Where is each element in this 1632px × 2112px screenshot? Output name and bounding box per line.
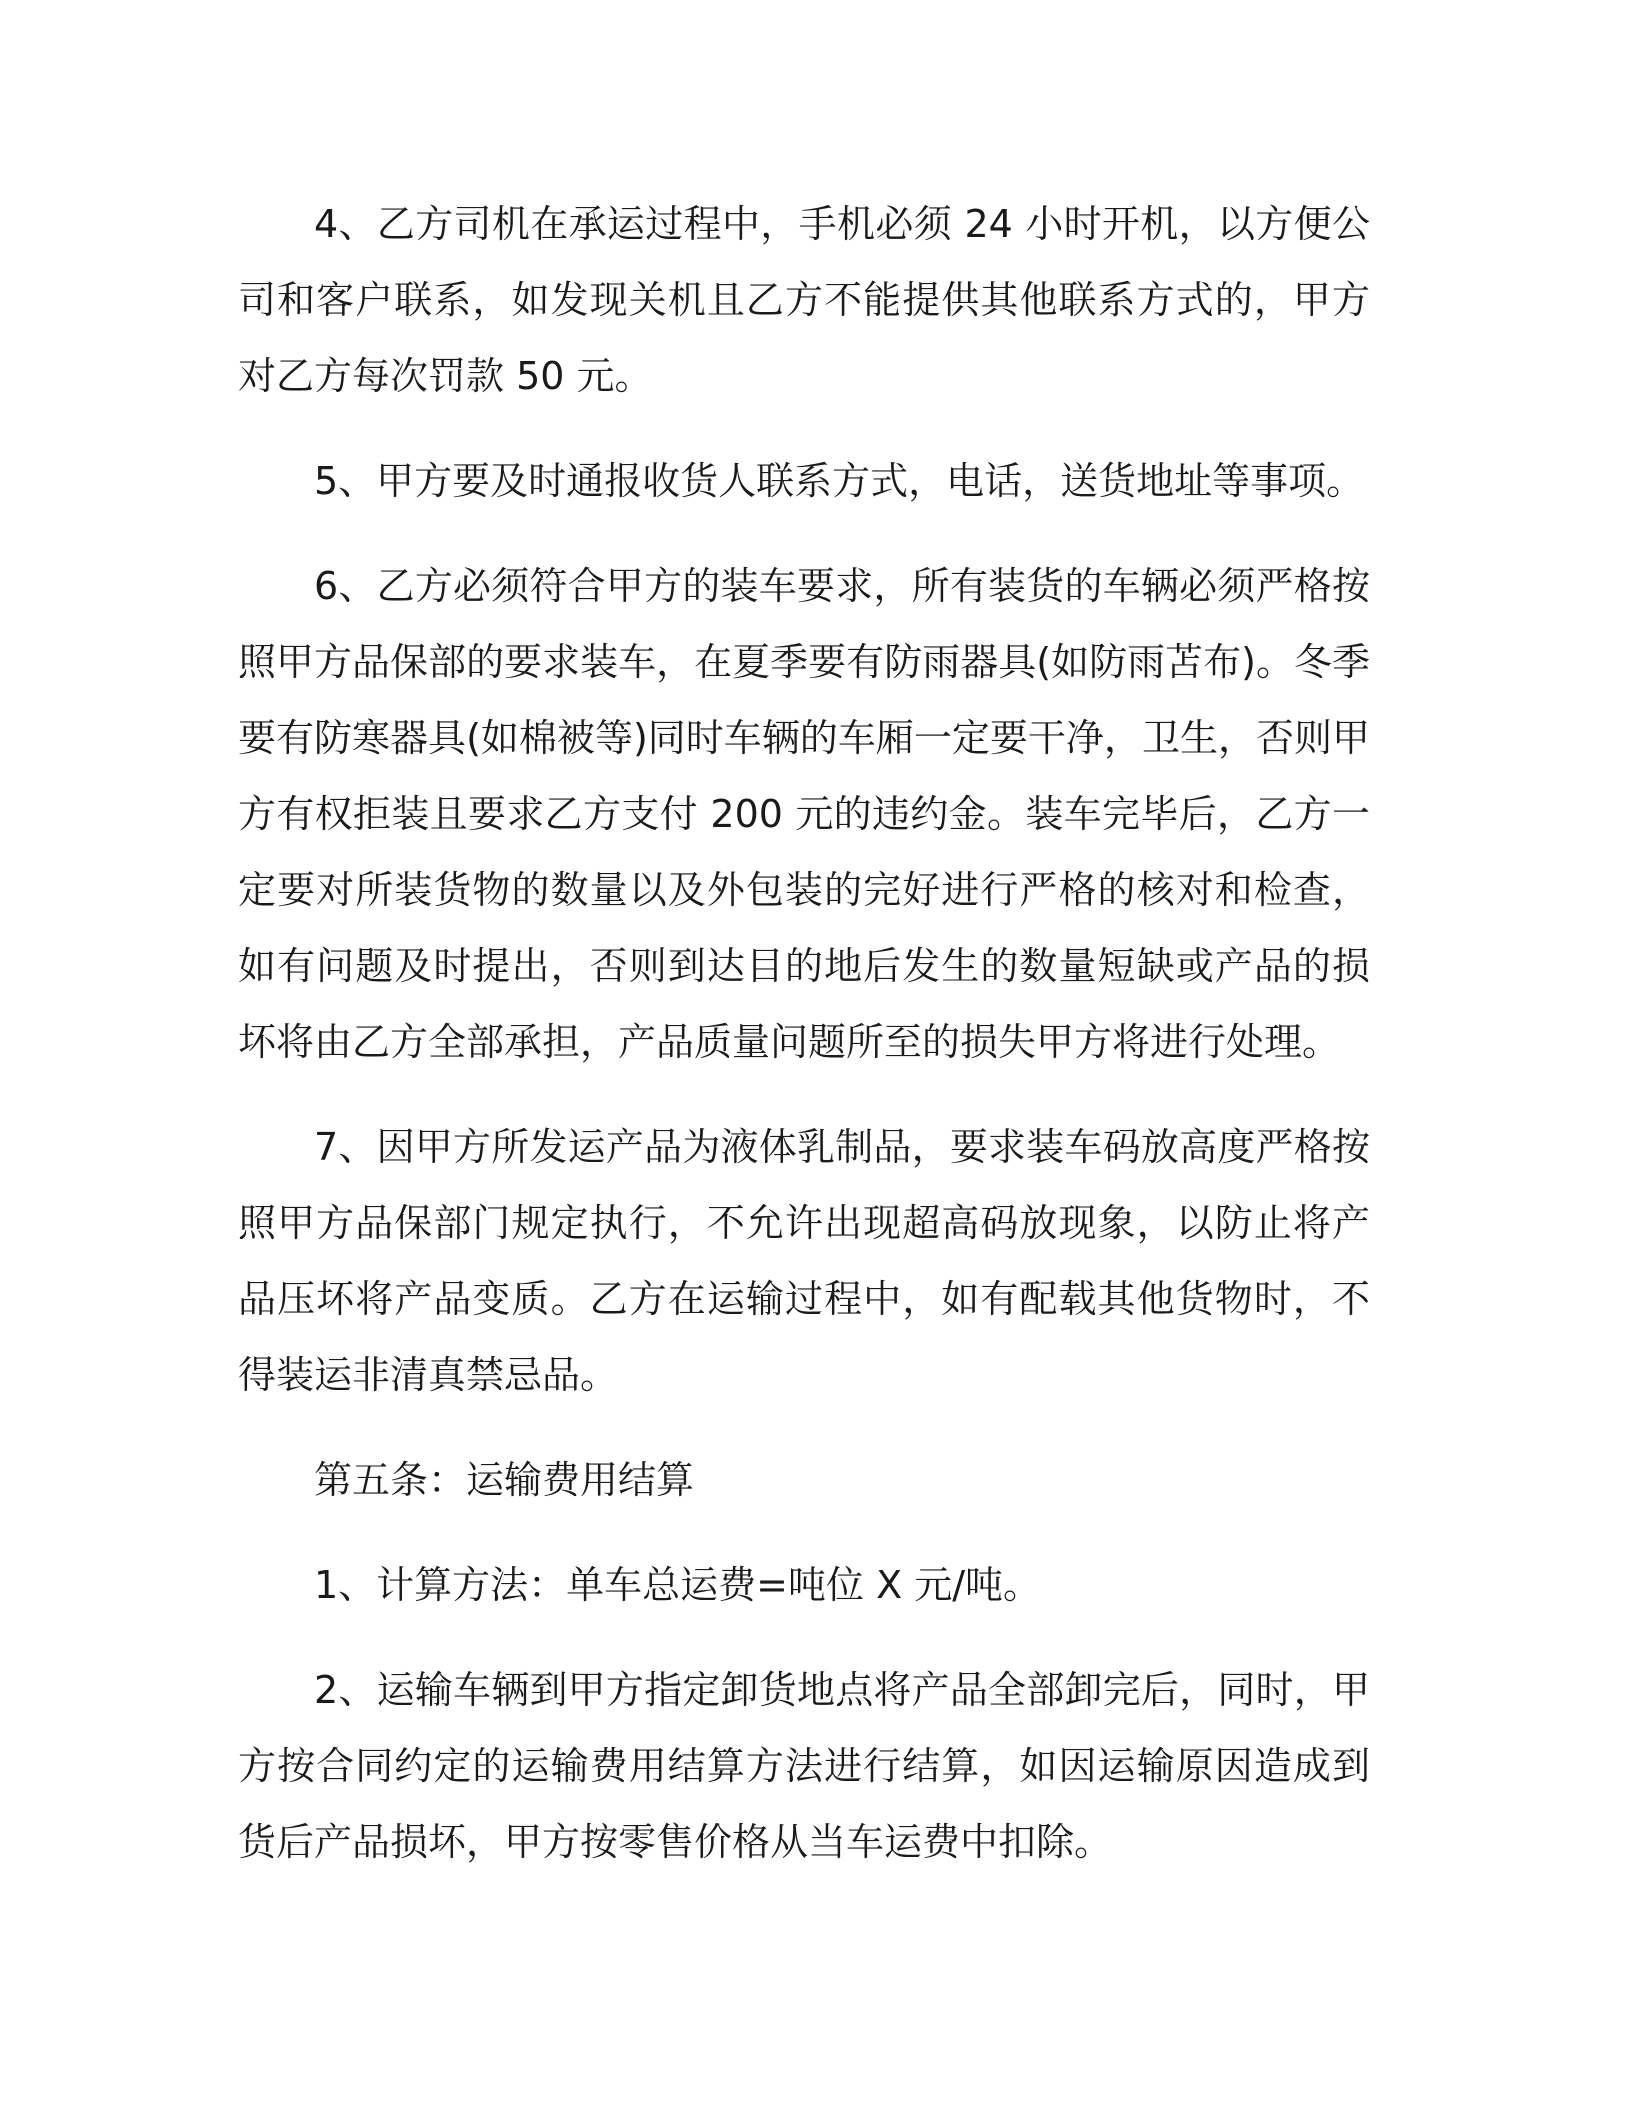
clause-5-paragraph: 5、甲方要及时通报收货人联系方式，电话，送货地址等事项。 — [314, 459, 1365, 503]
settlement-item-1: 1、计算方法：单车总运费=吨位 X 元/吨。 — [314, 1563, 1042, 1607]
settlement-item-2: 2、运输车辆到甲方指定卸货地点将产品全部卸完后，同时，甲方按合同约定的运输费用结算方法进行结算，如因运输原因造成到货后产品损坏，甲方按零售价格从当车运费中扣除。 — [238, 1668, 1370, 1864]
clause-7-paragraph: 7、因甲方所发运产品为液体乳制品，要求装车码放高度严格按照甲方品保部门规定执行，不允许出现超高码放现象，以防止将产品压坏将产品变质。乙方在运输过程中，如有配载其他货物时，不得装运非清真禁忌品。 — [238, 1125, 1370, 1397]
clause-4-paragraph: 4、乙方司机在承运过程中，手机必须 24 小时开机，以方便公司和客户联系，如发现关机且乙方不能提供其他联系方式的，甲方对乙方每次罚款 50 元。 — [238, 202, 1370, 398]
clause-6-paragraph: 6、乙方必须符合甲方的装车要求，所有装货的车辆必须严格按照甲方品保部的要求装车，在夏季要有防雨器具(如防雨苫布)。冬季要有防寒器具(如棉被等)同时车辆的车厢一定要干净，卫生，否则甲方有权拒装且要求乙方支付 200 元的违约金。装车完毕后，乙方一定要对所装货物的数量以及外包装的完好进行严格的核对和检查，如有问题及时提出，否则到达目的地后发生的数量短缺或产品的损坏将由乙方全部承担，产品质量问题所至的损失甲方将进行处理。 — [238, 564, 1370, 1064]
document-body — [238, 186, 1370, 1909]
article-5-heading: 第五条：运输费用结算 — [314, 1458, 695, 1502]
